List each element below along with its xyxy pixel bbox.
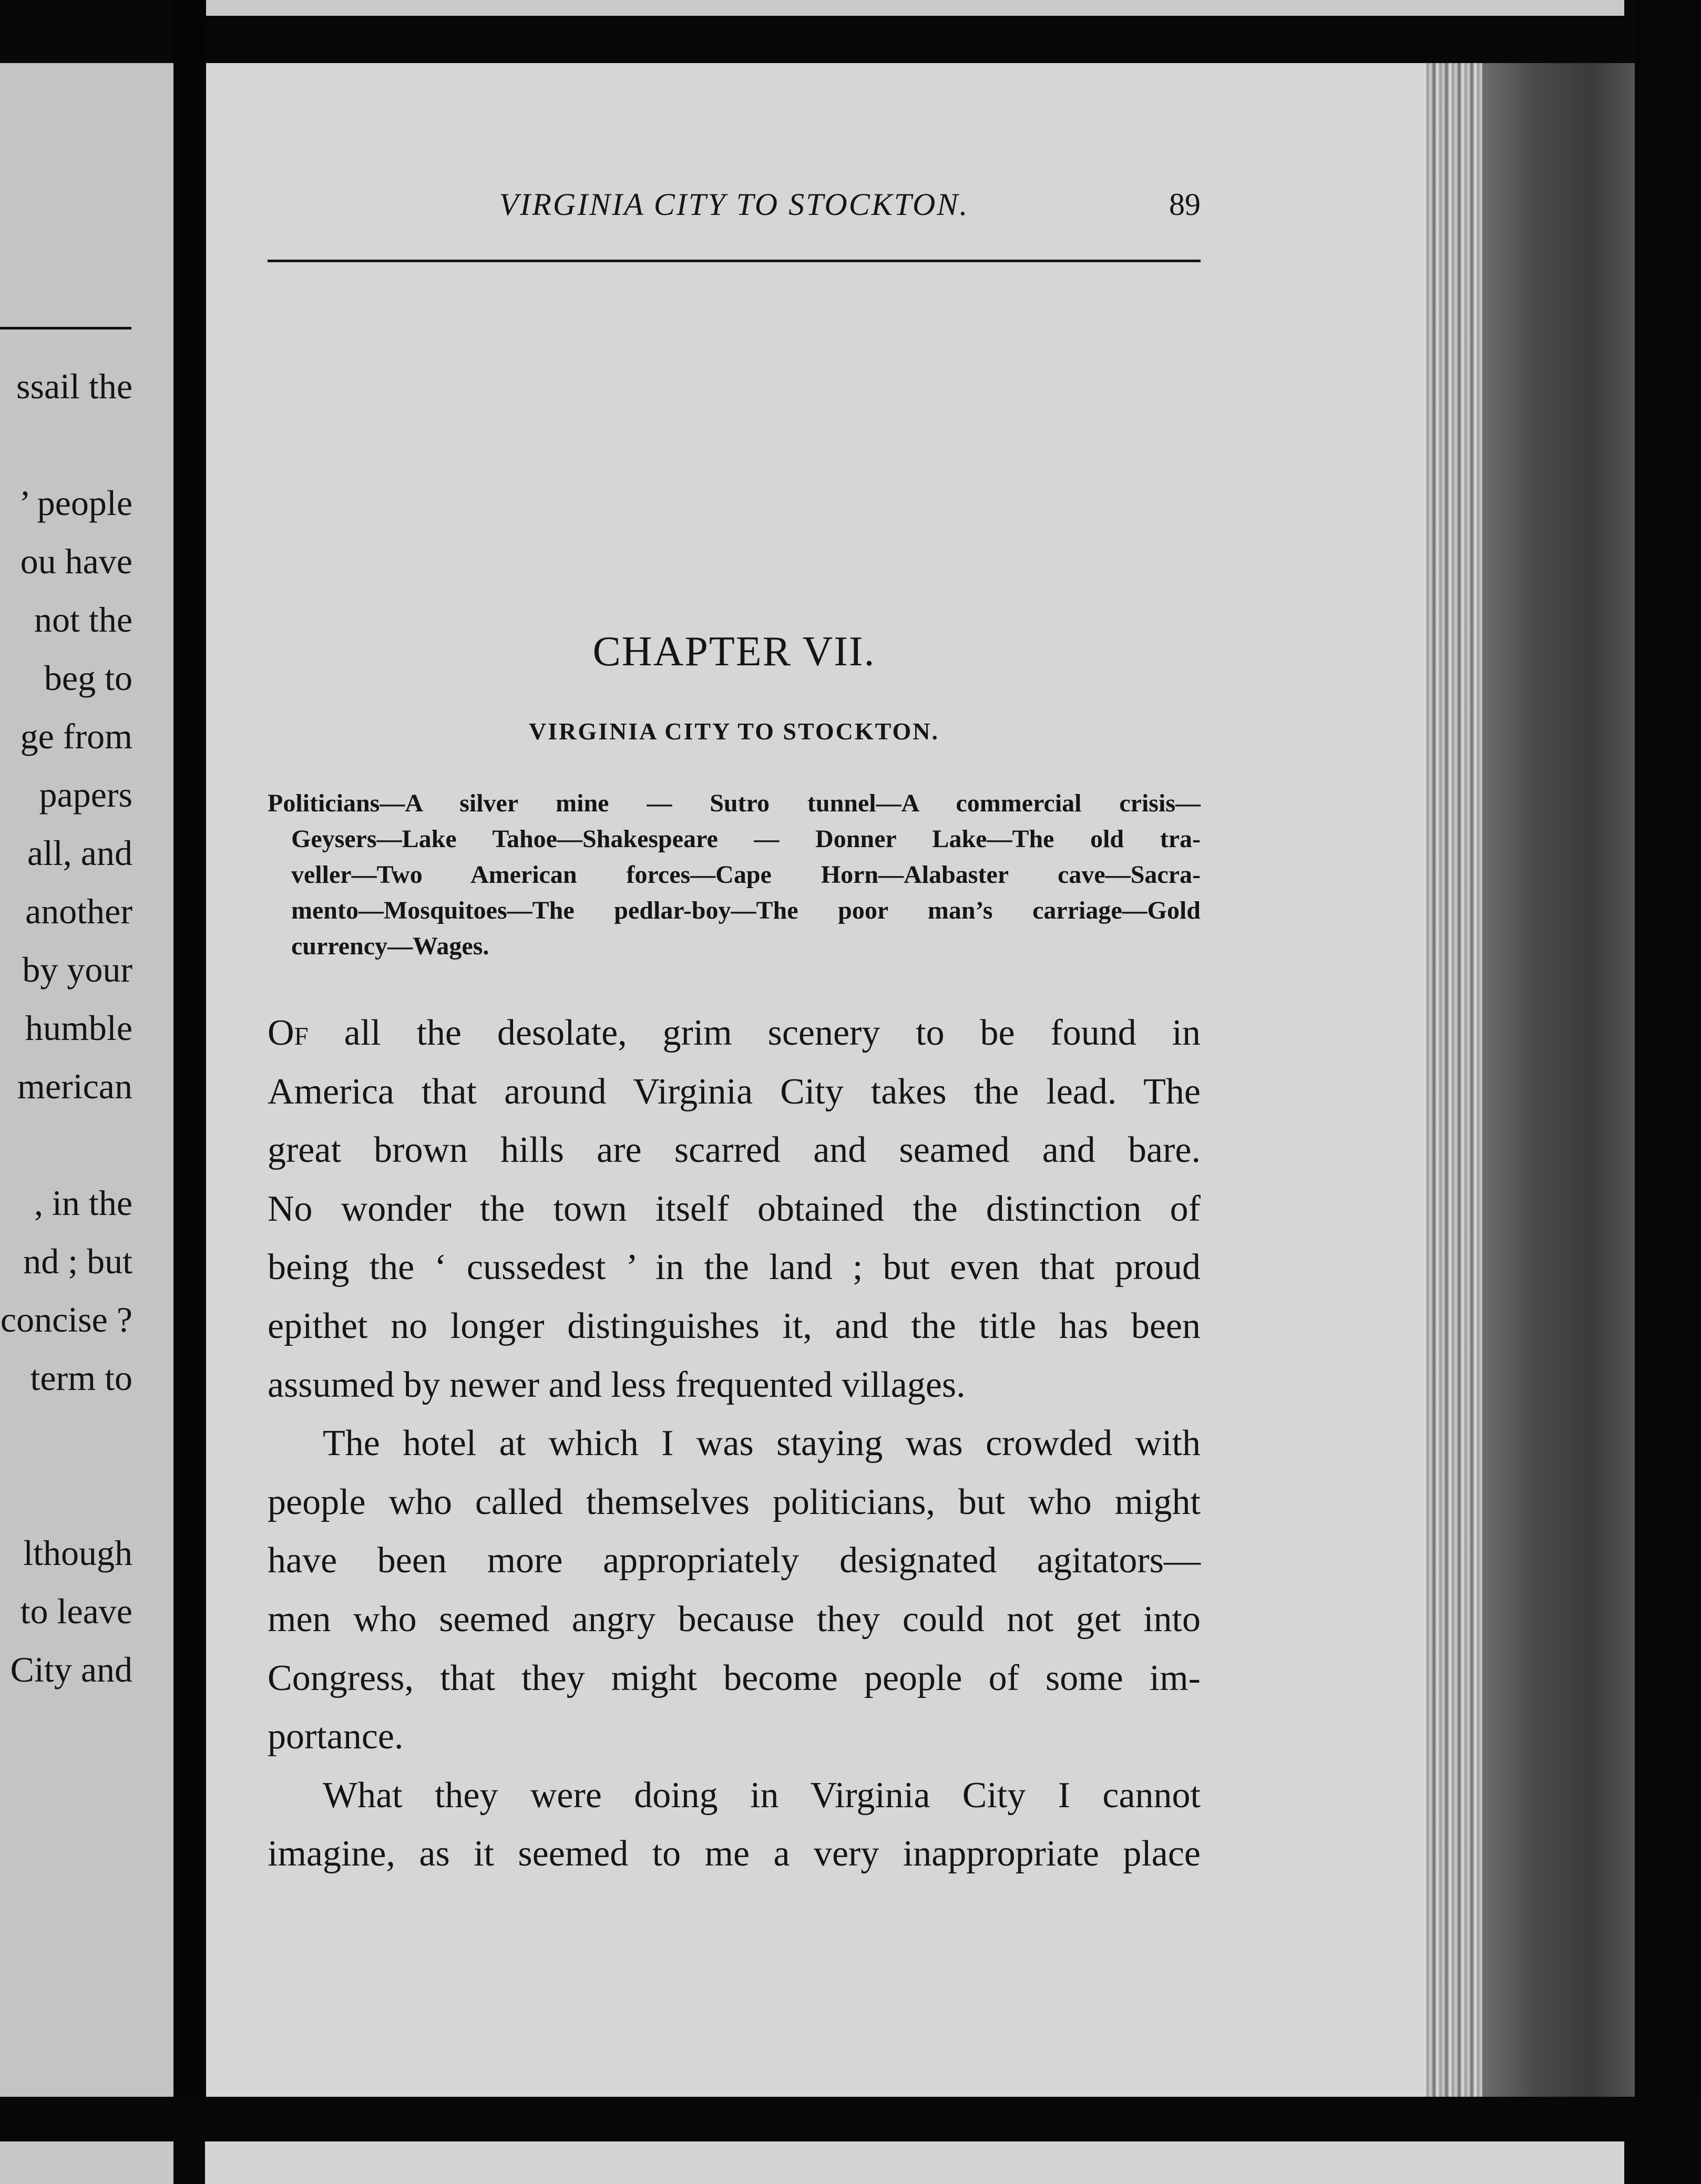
left-line: City and — [10, 1650, 132, 1689]
next-frame-left-page — [0, 2141, 173, 2184]
left-line: nd ; but — [23, 1241, 132, 1281]
chapter-synopsis — [268, 786, 1201, 964]
synopsis-line: veller—Two American forces—Cape Horn—Alabaster cave—Sacra- — [291, 861, 1201, 889]
text-line: being the ‘ cussedest ’ in the land ; but even that proud — [268, 1247, 1201, 1288]
header-rule — [268, 260, 1201, 262]
left-line — [0, 1116, 132, 1174]
chapter-subtitle: VIRGINIA CITY TO STOCKTON. — [528, 718, 939, 745]
text-line: imagine, as it seemed to me a very inappropriate place — [268, 1833, 1201, 1874]
text-line — [268, 1004, 1201, 1063]
body-text — [268, 1004, 1201, 1883]
synopsis-line: currency—Wages. — [291, 932, 489, 960]
left-line: humble — [25, 1008, 132, 1048]
left-line: by your — [22, 950, 132, 990]
left-line: ge from — [20, 716, 132, 756]
text-line: have been more appropriately designated agitators— — [268, 1540, 1201, 1581]
left-line: , in the — [34, 1183, 132, 1223]
drop-word: Of — [268, 1013, 309, 1053]
text-line: No wonder the town itself obtained the distinction of — [268, 1188, 1201, 1229]
chapter-title: CHAPTER VII. — [592, 629, 876, 675]
left-line: ou have — [20, 541, 132, 581]
left-line: to leave — [20, 1591, 132, 1631]
text-line: America that around Virginia City takes the lead. The — [268, 1071, 1201, 1112]
text-line: people who called themselves politicians, but who might — [268, 1481, 1201, 1522]
left-line — [0, 1466, 132, 1524]
text-line: portance. — [268, 1716, 404, 1757]
left-page-rule — [0, 327, 131, 329]
book-side-shadow — [1482, 63, 1635, 2097]
synopsis-line: Politicians—A silver mine — Sutro tunnel—A commercial crisis— — [268, 789, 1201, 817]
left-line: another — [25, 891, 132, 931]
text-line: assumed by newer and less frequented villages. — [268, 1364, 966, 1405]
text-line: Congress, that they might become people of some im- — [268, 1657, 1201, 1698]
page-number: 89 — [1169, 187, 1201, 222]
text-line: The hotel at which I was staying was crowded with — [323, 1423, 1201, 1464]
left-line: concise ? — [0, 1300, 132, 1340]
left-line: all, and — [27, 833, 132, 873]
left-line: ssail the — [16, 366, 132, 406]
running-head: VIRGINIA CITY TO STOCKTON. — [499, 187, 969, 222]
text-line: great brown hills are scarred and seamed and bare. — [268, 1130, 1201, 1171]
synopsis-line: mento—Mosquitoes—The pedlar-boy—The poor man’s carriage—Gold — [291, 897, 1201, 924]
left-line: not the — [34, 600, 132, 640]
text-line: What they were doing in Virginia City I cannot — [323, 1775, 1201, 1816]
text-line: epithet no longer distinguishes it, and the title has been — [268, 1305, 1201, 1346]
left-line: merican — [17, 1066, 132, 1106]
film-border-right — [1635, 0, 1701, 2184]
page-edges — [1425, 63, 1482, 2097]
left-page-text — [0, 357, 132, 1699]
left-line — [0, 1407, 132, 1466]
top-page-edge — [205, 0, 1624, 16]
next-frame-page — [205, 2141, 1624, 2184]
left-line: papers — [39, 775, 132, 815]
page-header — [268, 187, 1201, 250]
left-facing-page — [0, 63, 173, 2097]
left-line — [0, 416, 132, 474]
text-line-rest: all the desolate, grim scenery to be found in — [308, 1013, 1201, 1053]
text-line: men who seemed angry because they could not get into — [268, 1599, 1201, 1640]
book-gutter — [173, 0, 206, 2184]
synopsis-line: Geysers—Lake Tahoe—Shakespeare — Donner Lake—The old tra- — [291, 825, 1201, 853]
left-line: lthough — [23, 1533, 132, 1573]
left-line: ’ people — [19, 483, 132, 523]
left-line: beg to — [44, 658, 132, 698]
left-line: term to — [30, 1358, 132, 1398]
